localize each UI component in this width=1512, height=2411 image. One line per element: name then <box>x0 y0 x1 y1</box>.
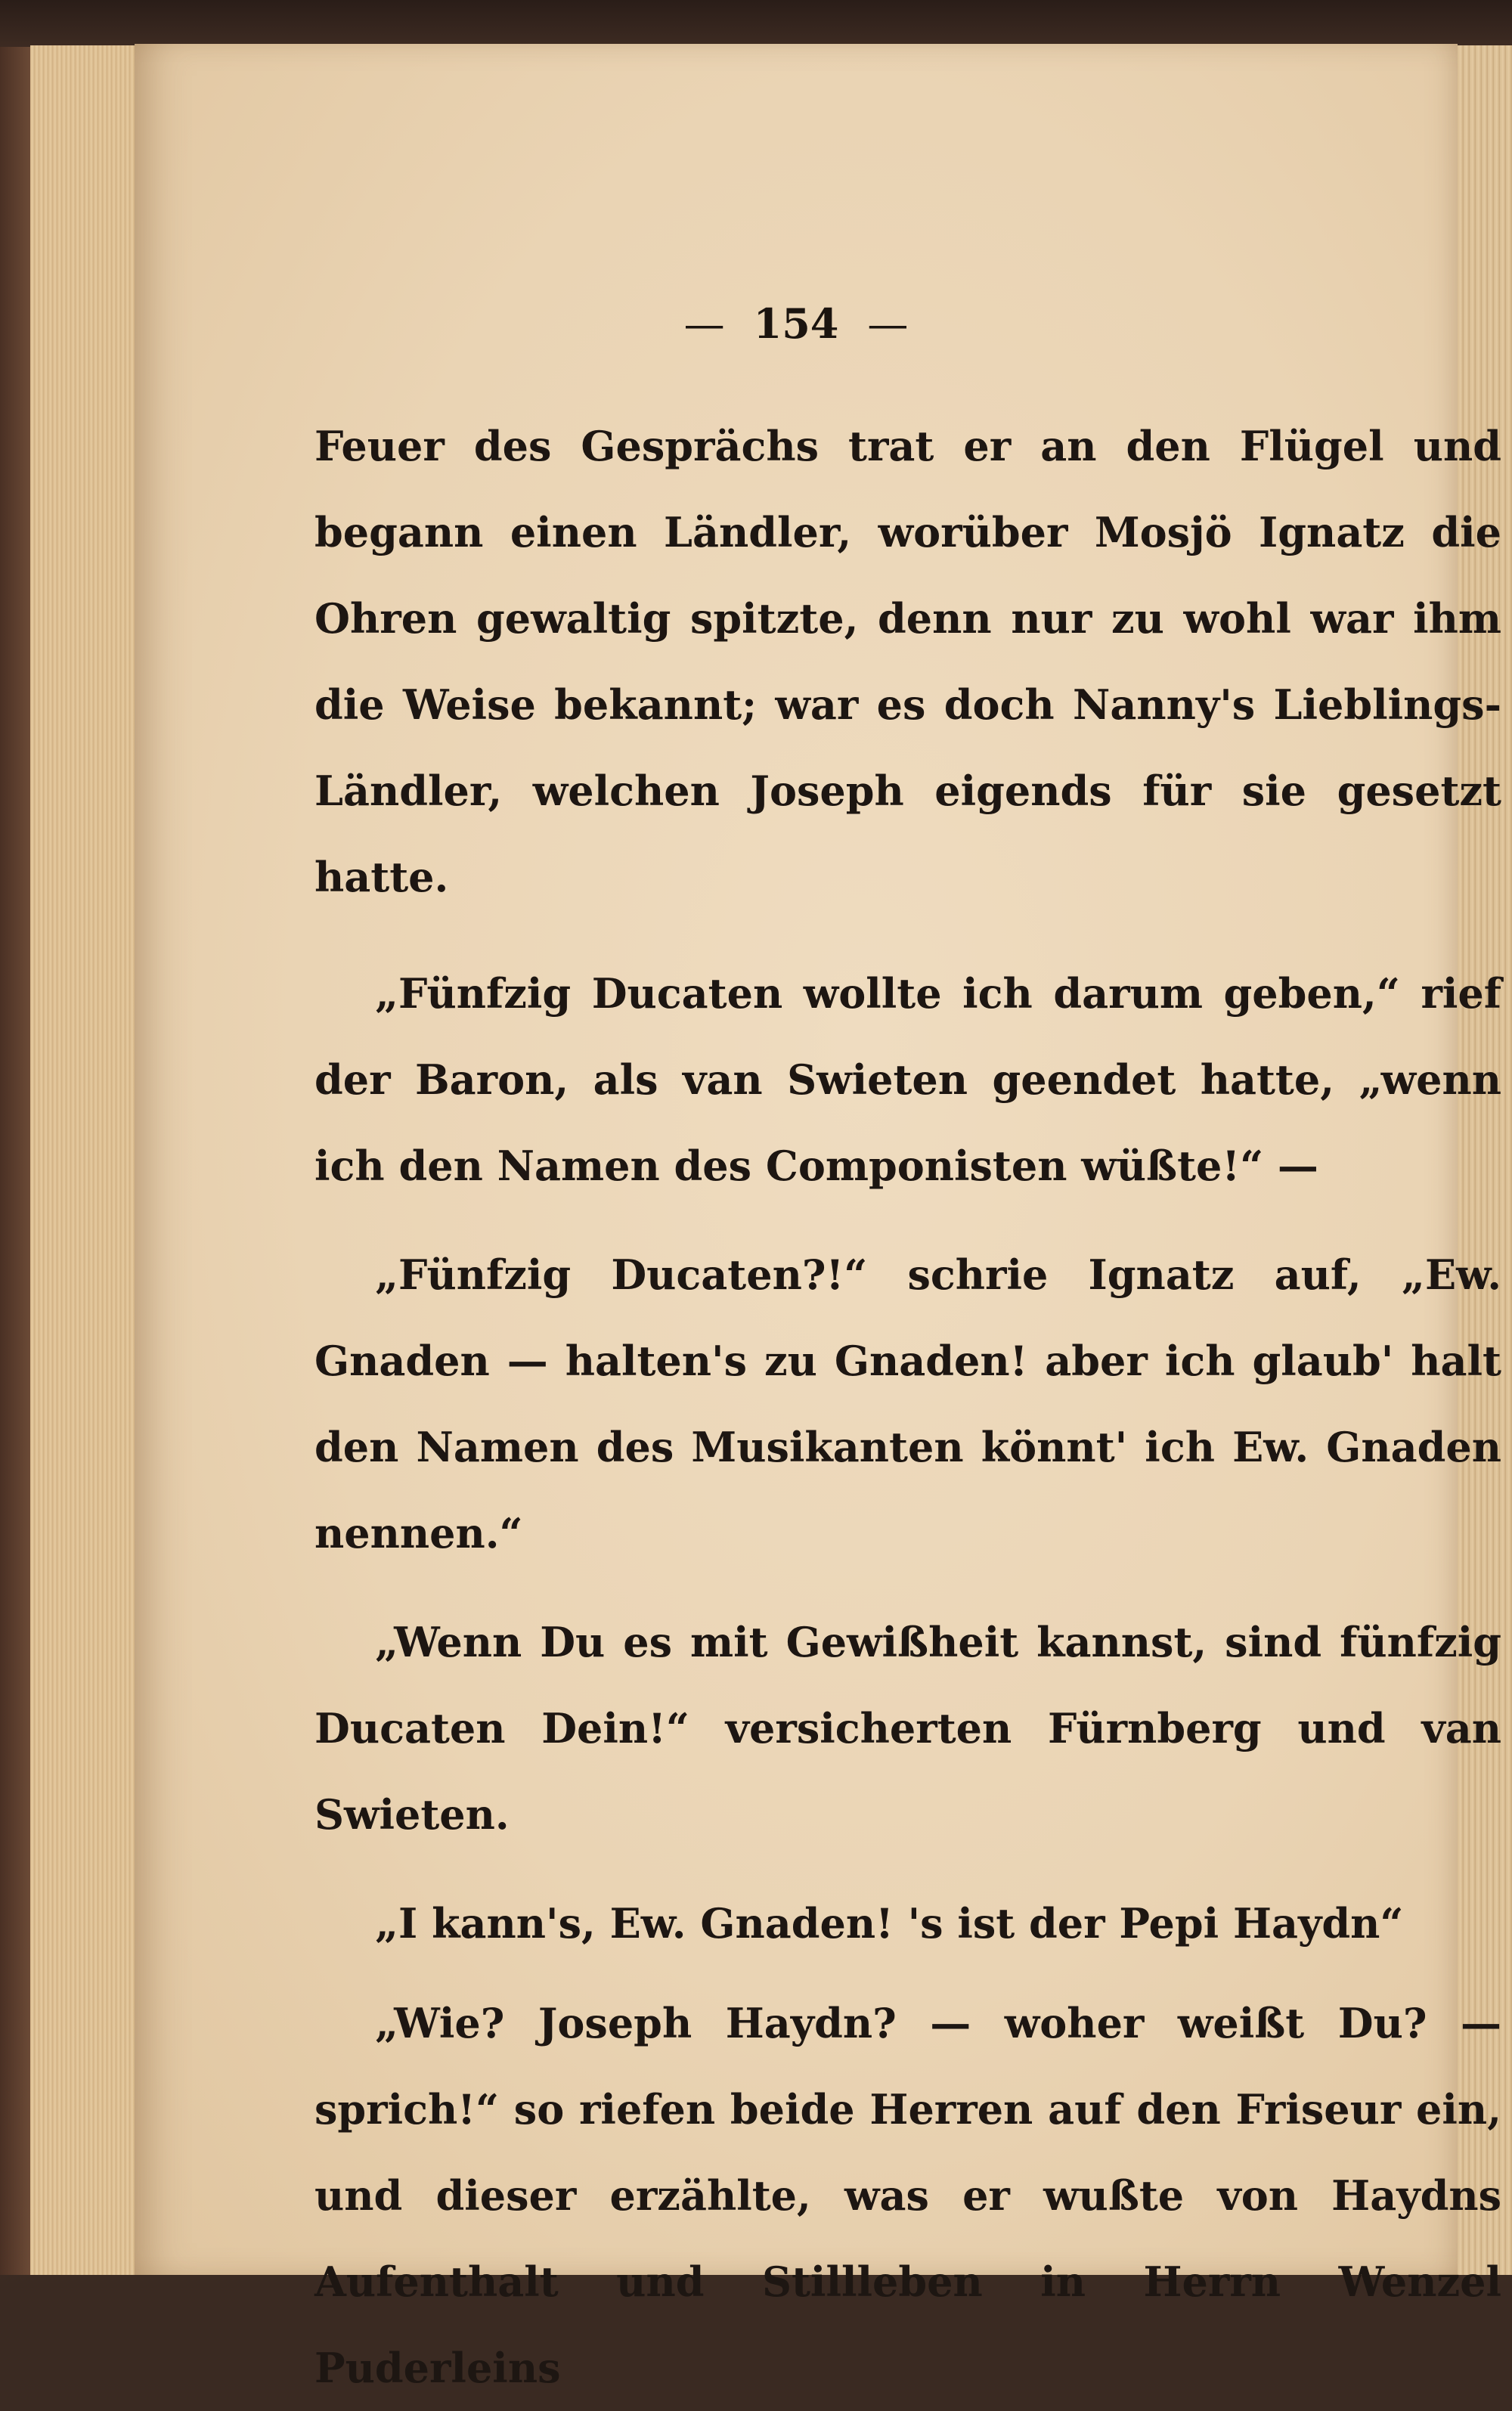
page-number: 154 <box>753 299 839 348</box>
book-page <box>135 44 1501 2392</box>
paragraph-6: „Wie? Joseph Haydn? — woher weißt Du? — sprich!“ so riefen beide Herren auf den Friseur ein, und dieser erzählte, was er wußte von Haydns Aufenthalt und Stillleben in Herrn Wenzel Puderleins <box>314 1999 1501 2392</box>
paragraph-3: „Fünfzig Ducaten?!“ schrie Ignatz auf, „Ew. Gnaden — halten's zu Gnaden! aber ich glaub' halt den Namen des Musikanten könnt' ich Ew. Gnaden nennen.“ <box>314 1250 1501 1557</box>
header-dash-left: — <box>683 300 725 348</box>
paragraph-4: „Wenn Du es mit Gewißheit kannst, sind fünfzig Ducaten Dein!“ versicherten Fürnberg und van Swieten. <box>314 1618 1501 1839</box>
header-dash-right: — <box>867 300 909 348</box>
body-text <box>314 403 1501 2411</box>
paragraph-5: „I kann's, Ew. Gnaden! 's ist der Pepi Haydn“ <box>375 1899 1404 1948</box>
paragraph-2: „Fünfzig Ducaten wollte ich darum geben,“ rief der Baron, als van Swieten geendet hatte, „wenn ich den Namen des Componisten wüßte!“ — <box>314 969 1501 1190</box>
page-header <box>135 299 1458 348</box>
paragraph-1: Feuer des Gesprächs trat er an den Flügel und begann einen Ländler, worüber Mosjö Ignatz die Ohren gewaltig spitzte, denn nur zu wohl war ihm die Weise bekannt; war es doch Nanny's Lieblings-Ländler, welchen Joseph eigends für sie gesetzt hatte. <box>314 422 1501 901</box>
book-cover-edge-top <box>0 0 1512 47</box>
page-stack-left <box>30 45 145 2275</box>
